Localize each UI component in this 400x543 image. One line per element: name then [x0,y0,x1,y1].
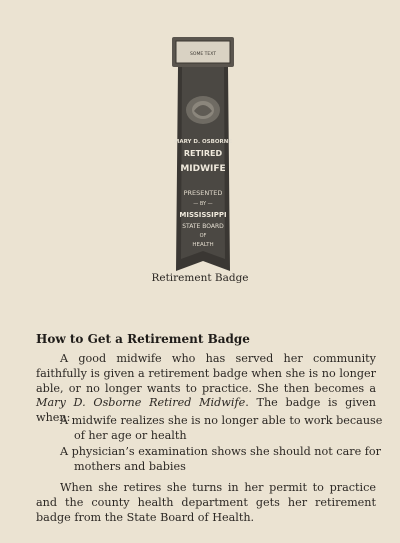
ribbon-line-5: — BY — [193,201,213,207]
paragraph-2: When she retires she turns in her permit to practice and the county health department gets her retirement badge from the State Board of Health. [36,481,376,524]
ribbon-line-2: RETIRED [183,149,223,158]
ribbon-line-4: PRESENTED [183,189,223,197]
section-heading: How to Get a Retirement Badge [36,332,250,346]
ribbon-line-9: HEALTH [192,242,214,248]
retirement-badge-image [170,35,236,273]
ribbon-line-1: MARY D. OSBORNE [173,139,233,145]
paragraph-1-emphasis: Mary D. Osborne Retired Midwife [36,396,246,410]
ribbon-line-6: MISSISSIPPI [179,211,227,219]
ribbon-line-3: MIDWIFE [180,164,226,174]
paragraph-1-tail: . The badge is given when: [36,396,376,425]
list-item: A physician’s examination shows she should not care for mothers and babies [60,445,381,473]
paragraph-1-text: A good midwife who has served her community faithfully is given a retirement badge when she is no longer able, or no longer wants to practice. She then becomes a [36,352,376,395]
ribbon-line-7: STATE BOARD [182,223,224,230]
badge-bar-text: SOME TEXT [190,52,216,57]
ribbon-line-8: OF [199,233,207,239]
badge-caption: Retirement Badge [151,272,249,284]
list-item: A midwife realizes she is no longer able to work because of her age or health [60,414,383,442]
